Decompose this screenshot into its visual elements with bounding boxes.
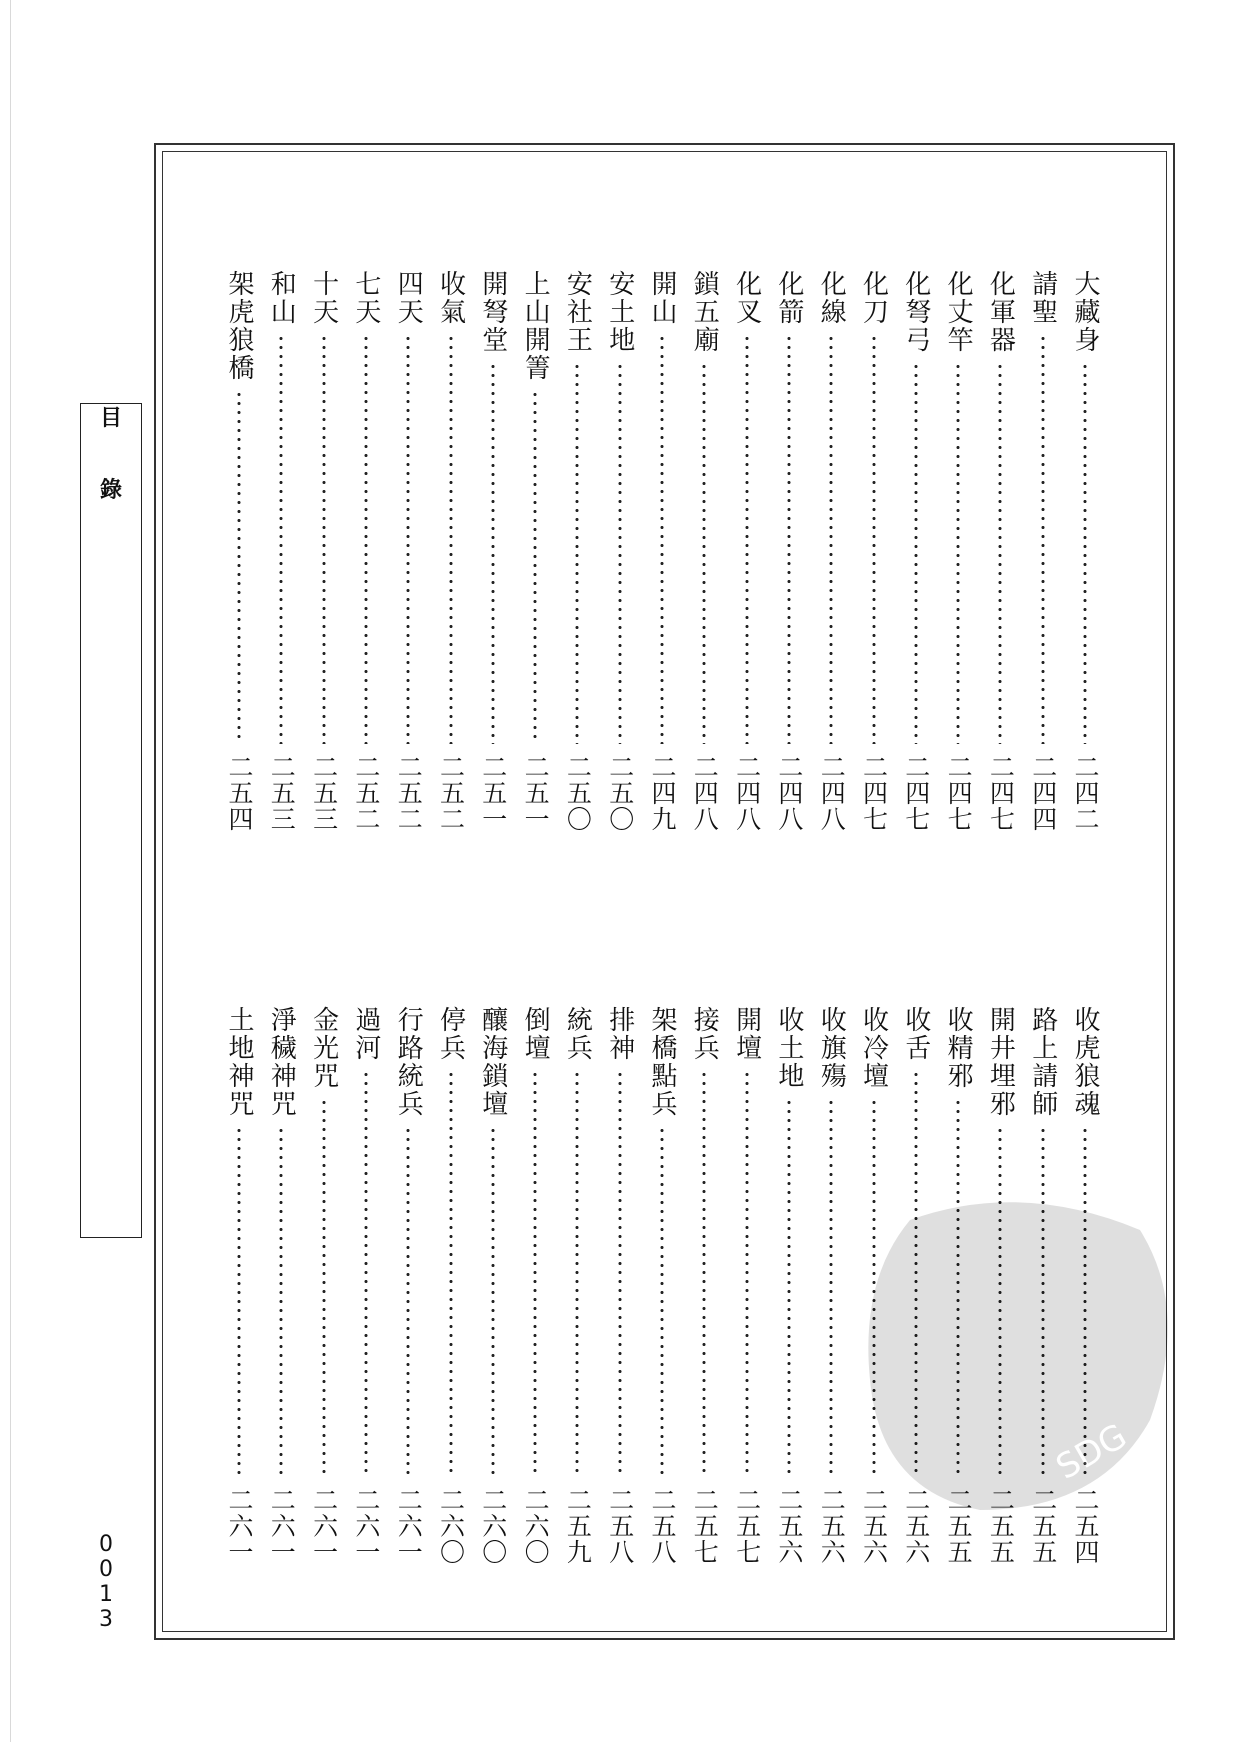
toc-entry-page: 二四二 bbox=[1071, 754, 1100, 832]
dot-leader bbox=[533, 390, 537, 744]
toc-entry-title: 化刀 bbox=[858, 270, 889, 326]
toc-entry-title: 化箭 bbox=[773, 270, 804, 326]
toc-entry-page: 二五三 bbox=[309, 754, 339, 832]
dot-leader bbox=[237, 390, 241, 744]
section-tab-char-2: 錄 bbox=[99, 477, 122, 503]
dot-leader bbox=[618, 362, 622, 744]
dot-leader bbox=[914, 362, 918, 744]
dot-leader bbox=[1041, 334, 1045, 744]
toc-entry-page: 二四七 bbox=[986, 754, 1016, 832]
dot-leader bbox=[872, 1098, 876, 1477]
toc-entry[interactable] bbox=[859, 1006, 889, 1565]
toc-entry-title: 開壇 bbox=[731, 1006, 762, 1062]
dot-leader bbox=[406, 334, 410, 744]
dot-leader bbox=[279, 334, 283, 744]
dot-leader bbox=[829, 334, 833, 744]
toc-entry-title: 統兵 bbox=[562, 1006, 593, 1062]
dot-leader bbox=[364, 1070, 368, 1477]
toc-entry-page: 二五二 bbox=[351, 754, 381, 832]
toc-entry-title: 四天 bbox=[393, 270, 424, 326]
toc-entry[interactable] bbox=[436, 270, 466, 832]
toc-entry-title: 開井埋邪 bbox=[985, 1006, 1016, 1118]
dot-leader bbox=[449, 1070, 453, 1477]
toc-entry[interactable] bbox=[309, 270, 339, 832]
dot-leader bbox=[575, 362, 579, 744]
toc-entry[interactable] bbox=[985, 1006, 1015, 1565]
toc-entry-page: 二四四 bbox=[1028, 754, 1058, 832]
toc-entry[interactable] bbox=[859, 270, 889, 832]
page-number bbox=[96, 1532, 116, 1632]
toc-entry[interactable] bbox=[436, 1006, 466, 1565]
toc-entry-title: 安土地 bbox=[604, 270, 635, 354]
toc-entry-title: 上山開箐 bbox=[520, 270, 551, 382]
toc-entry-title: 和山 bbox=[266, 270, 297, 326]
dot-leader bbox=[322, 334, 326, 744]
dot-leader bbox=[491, 362, 495, 744]
toc-entry-title: 化軍器 bbox=[985, 270, 1016, 354]
dot-leader bbox=[660, 1126, 664, 1477]
dot-leader bbox=[618, 1070, 622, 1477]
dot-leader bbox=[575, 1070, 579, 1477]
toc-entry[interactable] bbox=[266, 1006, 296, 1565]
section-tab-char-1: 目 bbox=[99, 405, 122, 431]
toc-entry-page: 二五六 bbox=[774, 1487, 804, 1565]
toc-entry-page: 二五〇 bbox=[563, 754, 593, 832]
toc-entry-title: 化弩弓 bbox=[900, 270, 931, 354]
toc-entry-title: 收土地 bbox=[773, 1006, 804, 1090]
toc-entry[interactable] bbox=[605, 270, 635, 832]
toc-entry[interactable] bbox=[351, 1006, 381, 1565]
dot-leader bbox=[914, 1070, 918, 1477]
toc-entry-page: 二五八 bbox=[605, 1487, 635, 1565]
toc-entry-page: 二四八 bbox=[690, 754, 720, 832]
toc-entry-title: 安社王 bbox=[562, 270, 593, 354]
dot-leader bbox=[406, 1126, 410, 1477]
toc-entry-page: 二五一 bbox=[478, 754, 508, 832]
toc-entry[interactable] bbox=[1070, 270, 1100, 832]
toc-entry[interactable] bbox=[732, 1006, 762, 1565]
toc-entry-title: 倒壇 bbox=[520, 1006, 551, 1062]
toc-entry-page: 二五八 bbox=[648, 1487, 677, 1565]
toc-entry-title: 收精邪 bbox=[943, 1006, 974, 1090]
toc-entry[interactable] bbox=[393, 270, 423, 832]
toc-entry-title: 收舌 bbox=[900, 1006, 931, 1062]
toc-entry[interactable] bbox=[562, 270, 592, 832]
toc-entry-title: 排神 bbox=[604, 1006, 635, 1062]
toc-entry-page: 二五五 bbox=[986, 1487, 1016, 1565]
toc-entry-title: 收旗殤 bbox=[816, 1006, 847, 1090]
toc-entry[interactable] bbox=[1070, 1006, 1100, 1565]
dot-leader bbox=[1083, 1126, 1087, 1477]
toc-entry[interactable] bbox=[224, 270, 254, 832]
toc-entry-page: 二四八 bbox=[774, 754, 804, 832]
toc-entry[interactable] bbox=[1028, 1006, 1058, 1565]
toc-entry-page: 二五四 bbox=[1071, 1487, 1100, 1565]
toc-entry-page: 二六〇 bbox=[478, 1487, 508, 1565]
toc-entry[interactable] bbox=[647, 1006, 677, 1565]
toc-entry-title: 七天 bbox=[350, 270, 381, 326]
toc-entry[interactable] bbox=[689, 270, 719, 832]
toc-entry[interactable] bbox=[732, 270, 762, 832]
toc-entry-title: 化線 bbox=[816, 270, 847, 326]
toc-entry[interactable] bbox=[478, 1006, 508, 1565]
toc-entry-title: 開山 bbox=[647, 270, 677, 326]
toc-entry-page: 二五六 bbox=[901, 1487, 931, 1565]
toc-entry-title: 大藏身 bbox=[1070, 270, 1100, 354]
toc-entry-page: 二六〇 bbox=[436, 1487, 466, 1565]
toc-entry-page: 二四七 bbox=[901, 754, 931, 832]
toc-entry[interactable] bbox=[562, 1006, 592, 1565]
toc-entry-title: 十天 bbox=[308, 270, 339, 326]
toc-entry-title: 停兵 bbox=[435, 1006, 466, 1062]
toc-entry[interactable] bbox=[901, 1006, 931, 1565]
toc-entry[interactable] bbox=[520, 270, 550, 832]
toc-entry-page: 二六一 bbox=[267, 1487, 297, 1565]
dot-leader bbox=[1041, 1126, 1045, 1477]
toc-entry-page: 二四八 bbox=[732, 754, 762, 832]
toc-entry-page: 二五三 bbox=[267, 754, 297, 832]
dot-leader bbox=[1083, 362, 1087, 744]
toc-entry-page: 二六一 bbox=[225, 1487, 254, 1565]
toc-entry[interactable] bbox=[774, 270, 804, 832]
toc-entry[interactable] bbox=[224, 1006, 254, 1565]
dot-leader bbox=[702, 362, 706, 744]
toc-entry-page: 二六一 bbox=[309, 1487, 339, 1565]
toc-entry[interactable] bbox=[647, 270, 677, 832]
toc-entry-page: 二五六 bbox=[817, 1487, 847, 1565]
toc-entry-title: 架橋點兵 bbox=[647, 1006, 677, 1118]
toc-entry-page: 二五九 bbox=[563, 1487, 593, 1565]
toc-entry-title: 金光咒 bbox=[308, 1006, 339, 1090]
toc-entry[interactable] bbox=[605, 1006, 635, 1565]
dot-leader bbox=[533, 1070, 537, 1477]
dot-leader bbox=[237, 1126, 241, 1477]
toc-entry-page: 二四七 bbox=[944, 754, 974, 832]
toc-entry-page: 二五〇 bbox=[605, 754, 635, 832]
toc-entry-page: 二五二 bbox=[394, 754, 424, 832]
dot-leader bbox=[787, 1098, 791, 1477]
toc-entry-title: 行路統兵 bbox=[393, 1006, 424, 1118]
toc-entry[interactable] bbox=[1028, 270, 1058, 832]
page-number-digit: 1 bbox=[99, 1582, 113, 1607]
toc-entry-page: 二五七 bbox=[690, 1487, 720, 1565]
toc-entry[interactable] bbox=[943, 1006, 973, 1565]
dot-leader bbox=[745, 334, 749, 744]
dot-leader bbox=[787, 334, 791, 744]
toc-entry-title: 架虎狼橋 bbox=[224, 270, 254, 382]
dot-leader bbox=[998, 362, 1002, 744]
toc-entry-page: 二五二 bbox=[436, 754, 466, 832]
dot-leader bbox=[829, 1098, 833, 1477]
toc-entry[interactable] bbox=[520, 1006, 550, 1565]
dot-leader bbox=[491, 1126, 495, 1477]
toc-entry-title: 接兵 bbox=[689, 1006, 720, 1062]
toc-entry[interactable] bbox=[266, 270, 296, 832]
toc-entry-page: 二五五 bbox=[944, 1487, 974, 1565]
toc-entry[interactable] bbox=[478, 270, 508, 832]
dot-leader bbox=[322, 1098, 326, 1477]
page-number-digit: 0 bbox=[99, 1557, 113, 1582]
toc-entry-page: 二六〇 bbox=[521, 1487, 551, 1565]
toc-entry-title: 化丈竿 bbox=[943, 270, 974, 354]
dot-leader bbox=[660, 334, 664, 744]
toc-entry-title: 收虎狼魂 bbox=[1070, 1006, 1100, 1118]
page-number-digit: 3 bbox=[99, 1607, 113, 1632]
dot-leader bbox=[956, 1098, 960, 1477]
dot-leader bbox=[449, 334, 453, 744]
toc-entry-title: 收冷壇 bbox=[858, 1006, 889, 1090]
toc-entry-title: 鎖五廟 bbox=[689, 270, 720, 354]
toc-entry-title: 開弩堂 bbox=[477, 270, 508, 354]
dot-leader bbox=[998, 1126, 1002, 1477]
toc-entry[interactable] bbox=[816, 270, 846, 832]
toc-entry-title: 收氣 bbox=[435, 270, 466, 326]
toc-entry-page: 二五五 bbox=[1028, 1487, 1058, 1565]
toc-entry[interactable] bbox=[351, 270, 381, 832]
dot-leader bbox=[702, 1070, 706, 1477]
page-number-digit: 0 bbox=[99, 1532, 113, 1557]
toc-entry-page: 二五四 bbox=[225, 754, 254, 832]
toc-entry-title: 過河 bbox=[350, 1006, 381, 1062]
toc-entry-title: 請聖 bbox=[1027, 270, 1058, 326]
toc-entry-page: 二五七 bbox=[732, 1487, 762, 1565]
toc-entry-page: 二四九 bbox=[648, 754, 677, 832]
toc-entry-page: 二六一 bbox=[394, 1487, 424, 1565]
toc-entry[interactable] bbox=[985, 270, 1015, 832]
seal-text: SDG bbox=[1049, 1416, 1134, 1488]
toc-entry-page: 二五六 bbox=[859, 1487, 889, 1565]
toc-entry[interactable] bbox=[393, 1006, 423, 1565]
toc-entry[interactable] bbox=[816, 1006, 846, 1565]
section-tab bbox=[80, 403, 142, 1238]
dot-leader bbox=[279, 1126, 283, 1477]
dot-leader bbox=[364, 334, 368, 744]
toc-entry[interactable] bbox=[309, 1006, 339, 1565]
toc-entry[interactable] bbox=[689, 1006, 719, 1565]
toc-entry-title: 淨穢神咒 bbox=[266, 1006, 297, 1118]
page-edge-line bbox=[10, 0, 11, 1742]
toc-entry[interactable] bbox=[774, 1006, 804, 1565]
toc-entry-title: 釀海鎖壇 bbox=[477, 1006, 508, 1118]
toc-entry-title: 路上請師 bbox=[1027, 1006, 1058, 1118]
toc-entry-page: 二四八 bbox=[817, 754, 847, 832]
toc-entry-page: 二六一 bbox=[351, 1487, 381, 1565]
toc-entry[interactable] bbox=[901, 270, 931, 832]
toc-entry-page: 二五一 bbox=[521, 754, 551, 832]
toc-entry-title: 土地神咒 bbox=[224, 1006, 254, 1118]
toc-entry-page: 二四七 bbox=[859, 754, 889, 832]
toc-entry[interactable] bbox=[943, 270, 973, 832]
dot-leader bbox=[745, 1070, 749, 1477]
dot-leader bbox=[872, 334, 876, 744]
toc-entry-title: 化叉 bbox=[731, 270, 762, 326]
dot-leader bbox=[956, 362, 960, 744]
